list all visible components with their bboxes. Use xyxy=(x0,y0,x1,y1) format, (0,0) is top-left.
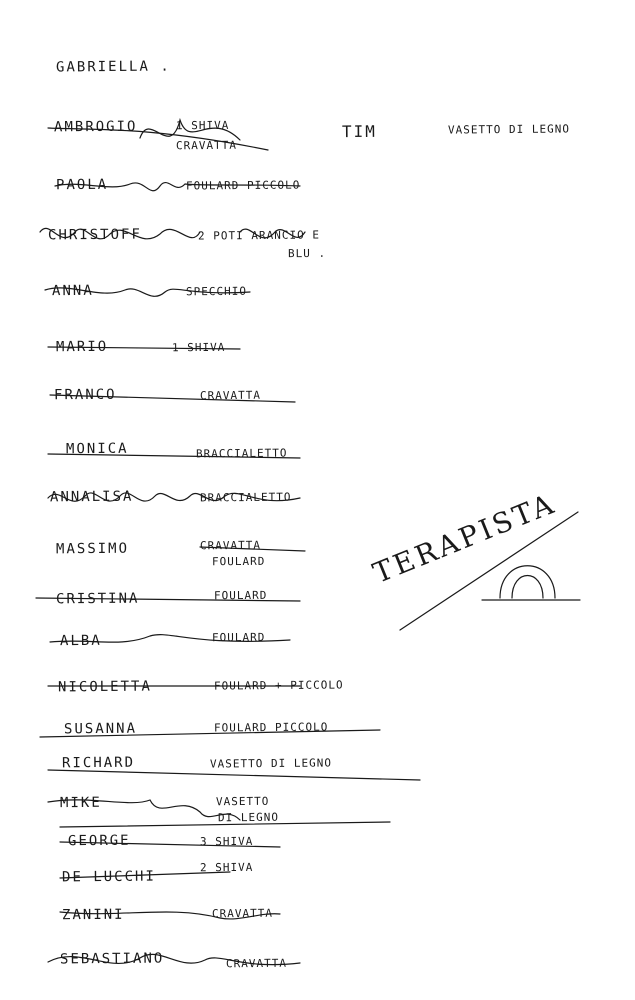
entry-gift: SPECCHIO xyxy=(185,284,248,299)
entry-name: AMBROGIO xyxy=(53,118,138,136)
entry-name: MIKE xyxy=(59,794,102,812)
entry-name: MONICA xyxy=(65,440,129,458)
entry-gift-line2: CRAVATTA xyxy=(175,138,238,153)
entry-gift: 1 SHIVA xyxy=(171,340,226,355)
entry-name: PAOLA xyxy=(55,176,109,194)
entry-name: MARIO xyxy=(55,338,109,356)
entry-gift: 2 SHIVA xyxy=(199,860,254,875)
entry-gift: CRAVATTA xyxy=(225,956,288,971)
entry-name: SUSANNA xyxy=(63,720,138,738)
entry-gift: CRAVATTA xyxy=(199,538,262,553)
entry-name: ALBA xyxy=(59,632,102,650)
arch-drawing xyxy=(500,566,555,598)
entry-name: CRISTINA xyxy=(55,590,140,608)
entry-gift: 3 SHIVA xyxy=(199,834,254,849)
entry-name: ANNA xyxy=(51,282,94,300)
entry-name: DE LUCCHI xyxy=(61,868,156,886)
entry-gift: BRACCIALETTO xyxy=(199,490,292,505)
entry-name: RICHARD xyxy=(61,754,136,772)
entry-name: NICOLETTA xyxy=(57,678,152,696)
aside-name: TIM xyxy=(341,121,377,142)
entry-gift-line2: DI LEGNO xyxy=(217,810,280,825)
entry-name: GEORGE xyxy=(67,832,131,850)
entry-gift: CRAVATTA xyxy=(211,906,274,921)
entry-gift: VASETTO xyxy=(215,794,270,809)
entry-gift: 1 SHIVA xyxy=(175,118,230,133)
entry-name: ZANINI xyxy=(61,906,125,924)
entry-name: MASSIMO xyxy=(55,540,130,558)
entry-gift: FOULARD + PICCOLO xyxy=(213,678,344,693)
entry-name: FRANCO xyxy=(53,386,117,404)
aside-gift: VASETTO DI LEGNO xyxy=(447,122,571,137)
entry-gift: BRACCIALETTO xyxy=(195,446,288,461)
entry-gift-line2: BLU . xyxy=(287,246,327,261)
entry-name: SEBASTIANO xyxy=(59,950,165,968)
entry-gift: FOULARD PICCOLO xyxy=(213,720,329,735)
entry-gift: FOULARD xyxy=(213,588,268,603)
entry-gift: FOULARD PICCOLO xyxy=(185,178,301,193)
strike-richard xyxy=(48,770,420,780)
entry-gift: 2 POTI ARANCIO E xyxy=(197,228,321,243)
entry-gift: VASETTO DI LEGNO xyxy=(209,756,333,771)
arch-drawing-inner xyxy=(512,576,543,599)
entry-gift-line2: FOULARD xyxy=(211,554,266,569)
entry-name: ANNALISA xyxy=(49,488,134,506)
entry-gift: FOULARD xyxy=(211,630,266,645)
entry-name: CHRISTOFF xyxy=(47,226,142,244)
page-title: GABRIELLA . xyxy=(55,58,171,76)
entry-gift: CRAVATTA xyxy=(199,388,262,403)
terapista-note: TERAPISTA xyxy=(368,486,561,590)
